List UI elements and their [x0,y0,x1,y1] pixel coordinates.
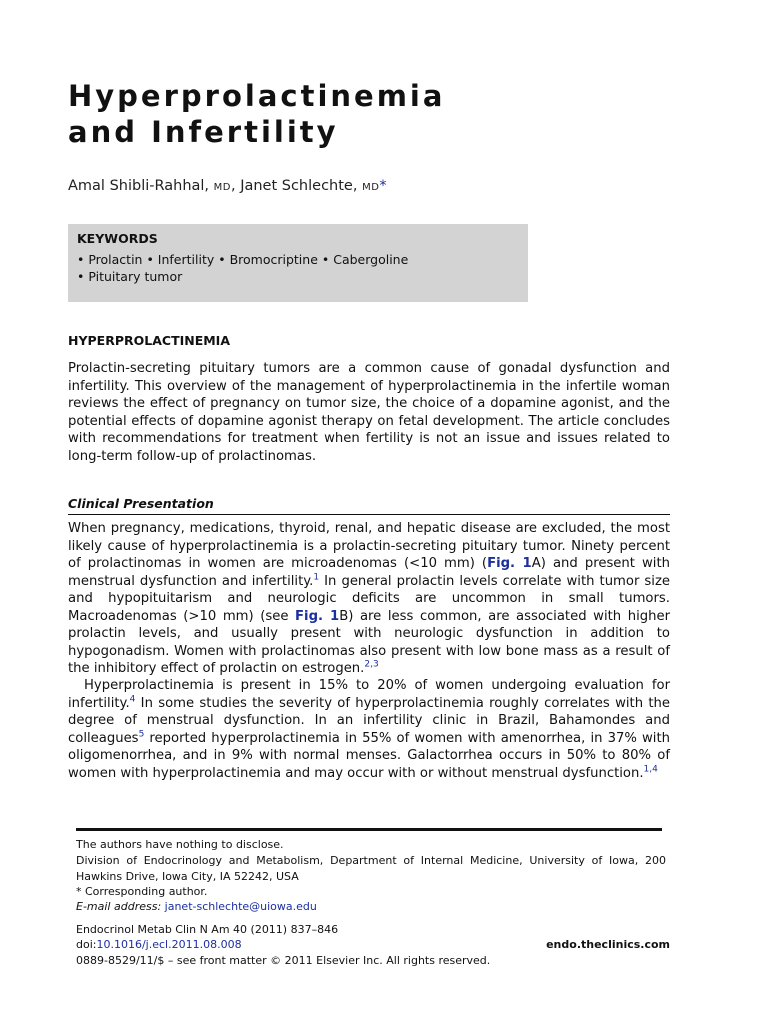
reference-1-4-link[interactable]: 1,4 [643,764,658,775]
clinical-text-1d: B) are less common, are associated with higher prolactin levels, and usually present with neurologic dysfunction in addition to hypogonadism. Women with prolactinomas also present with low bone mass as a result of the inhibitory effect of prolactin on estrogen. [68,608,670,676]
reference-4-link[interactable]: 4 [129,694,136,705]
author-list [68,178,387,194]
doi-link[interactable]: 10.1016/j.ecl.2011.08.008 [96,938,242,951]
clinical-paragraph-2 [68,677,670,782]
email-link[interactable]: janet-schlechte@uiowa.edu [164,900,317,913]
doi-label: doi: [76,938,97,951]
journal-citation: Endocrinol Metab Clin N Am 40 (2011) 837–846 [76,923,339,936]
clinical-paragraph-1 [68,520,670,678]
email-note [76,899,666,915]
footnote-divider [76,828,662,831]
keywords-line-1: • Prolactin • Infertility • Bromocriptine • Cabergoline [77,252,409,267]
clinical-text-2c: reported hyperprolactinemia in 55% of women with amenorrhea, in 37% with oligomenorrhea, and in 9% with normal menses. Galactorrhea occurs in 50% to 80% of women with hyperprolactinemia and may occur with or without menstrual dysfunction. [68,730,670,781]
article-title [68,78,688,150]
section-heading: HYPERPROLACTINEMIA [68,333,231,348]
affiliation-note: Division of Endocrinology and Metabolism, Department of Internal Medicine, University of Iowa, 200 Hawkins Drive, Iowa City, IA 52242, USA [76,854,666,883]
copyright-line: 0889-8529/11/$ – see front matter © 2011 Elsevier Inc. All rights reserved. [76,954,491,967]
keywords-box [68,224,528,302]
keywords-heading: KEYWORDS [77,231,158,246]
title-line-2: and Infertility [68,115,339,149]
figure-1-link[interactable]: Fig. 1 [487,556,532,571]
clinical-presentation-heading: Clinical Presentation [68,496,670,515]
corresponding-author-note: * Corresponding author. [76,885,208,898]
author-separator: , [230,178,241,194]
clinical-text-1c: In general prolactin levels correlate with tumor size and hypopituitarism and neurologic deficits are uncommon in small tumors. Macroadenomas (>10 mm) (see [68,573,671,624]
clinical-text-2b: In some studies the severity of hyperprolactinemia roughly correlates with the degree of menstrual dysfunction. In an infertility clinic in Brazil, Bahamondes and colleagues [68,695,670,746]
email-label: E-mail address: [76,900,162,913]
author-2: Janet Schlechte, [240,178,358,194]
doi-line [76,938,242,951]
keywords-line-2: • Pituitary tumor [77,269,183,284]
author-2-degree: MD [362,182,380,193]
corresponding-author-link[interactable]: * [379,178,387,194]
clinical-text-1a: When pregnancy, medications, thyroid, renal, and hepatic disease are excluded, the most likely cause of hyperprolactinemia is a prolactin-secreting pituitary tumor. Ninety percent of prolactinomas in women are microadenomas (<10 mm) ( [68,521,670,571]
journal-site: endo.theclinics.com [546,938,670,951]
disclosure-note: The authors have nothing to disclose. [76,838,284,851]
figure-1-link-2[interactable]: Fig. 1 [295,608,340,624]
title-line-1: Hyperprolactinemia [68,79,446,113]
author-1-degree: MD [213,182,231,193]
reference-1-link[interactable]: 1 [313,572,320,583]
reference-5-link[interactable]: 5 [138,729,145,740]
clinical-text-1b: A) and present with menstrual dysfunction and infertility. [68,556,670,589]
intro-paragraph: Prolactin-secreting pituitary tumors are a common cause of gonadal dysfunction and infertility. This overview of the management of hyperprolactinemia in the infertile woman reviews the effect of pregnancy on tumor size, the choice of a dopamine agonist, and the potential effects of dopamine agonist therapy on fetal development. The article concludes with recommendations for treatment when fertility is not an issue and issues related to long-term follow-up of prolactinomas. [68,361,670,464]
reference-2-3-link[interactable]: 2,3 [364,659,379,670]
author-1: Amal Shibli-Rahhal, [68,178,210,194]
clinical-text-2a: Hyperprolactinemia is present in 15% to 20% of women undergoing evaluation for infertility. [68,678,670,711]
